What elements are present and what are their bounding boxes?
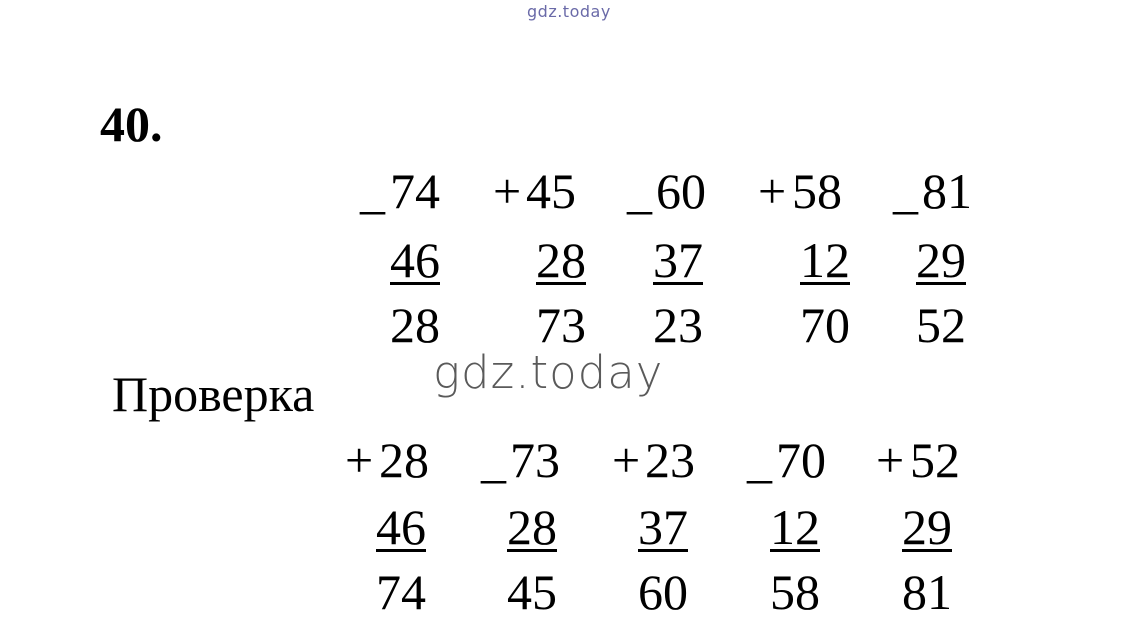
example-4-result: 70 <box>800 297 850 353</box>
check-1-result: 74 <box>376 564 426 620</box>
example-5-subtrahend: 29 <box>916 232 966 288</box>
check-4-subtrahend: 12 <box>770 499 820 555</box>
check-3-addend-b: 37 <box>638 499 688 555</box>
check-5-addend-a: 52 <box>910 432 960 488</box>
example-4-addend-b: 12 <box>800 232 850 288</box>
example-1-operator: _ <box>360 163 385 219</box>
example-2-result: 73 <box>536 297 586 353</box>
example-2-addend-a: 45 <box>526 163 576 219</box>
check-2-minuend: 73 <box>510 432 560 488</box>
example-2-addend-b: 28 <box>536 232 586 288</box>
example-3-result: 23 <box>653 297 703 353</box>
check-2-result: 45 <box>507 564 557 620</box>
check-2-subtrahend: 28 <box>507 499 557 555</box>
check-4-minuend: 70 <box>776 432 826 488</box>
example-4-addend-a: 58 <box>792 163 842 219</box>
example-2-operator: + <box>493 163 522 219</box>
check-label: Проверка <box>112 366 315 422</box>
check-4-operator: _ <box>747 432 772 488</box>
check-5-result: 81 <box>902 564 952 620</box>
example-1-minuend: 74 <box>390 163 440 219</box>
example-5-result: 52 <box>916 297 966 353</box>
example-3-minuend: 60 <box>656 163 706 219</box>
example-3-operator: _ <box>627 163 652 219</box>
check-5-addend-b: 29 <box>902 499 952 555</box>
example-4-operator: + <box>758 163 787 219</box>
example-1-subtrahend: 46 <box>390 232 440 288</box>
check-3-operator: + <box>612 432 641 488</box>
example-5-minuend: 81 <box>922 163 972 219</box>
example-3-subtrahend: 37 <box>653 232 703 288</box>
watermark-center: gdz.today <box>433 346 664 399</box>
check-3-addend-a: 23 <box>645 432 695 488</box>
check-5-operator: + <box>876 432 905 488</box>
check-3-result: 60 <box>638 564 688 620</box>
task-number: 40. <box>100 96 163 152</box>
check-4-result: 58 <box>770 564 820 620</box>
example-1-result: 28 <box>390 297 440 353</box>
watermark-top: gdz.today <box>527 2 611 21</box>
example-5-operator: _ <box>893 163 918 219</box>
check-2-operator: _ <box>481 432 506 488</box>
check-1-operator: + <box>345 432 374 488</box>
check-1-addend-b: 46 <box>376 499 426 555</box>
check-1-addend-a: 28 <box>379 432 429 488</box>
